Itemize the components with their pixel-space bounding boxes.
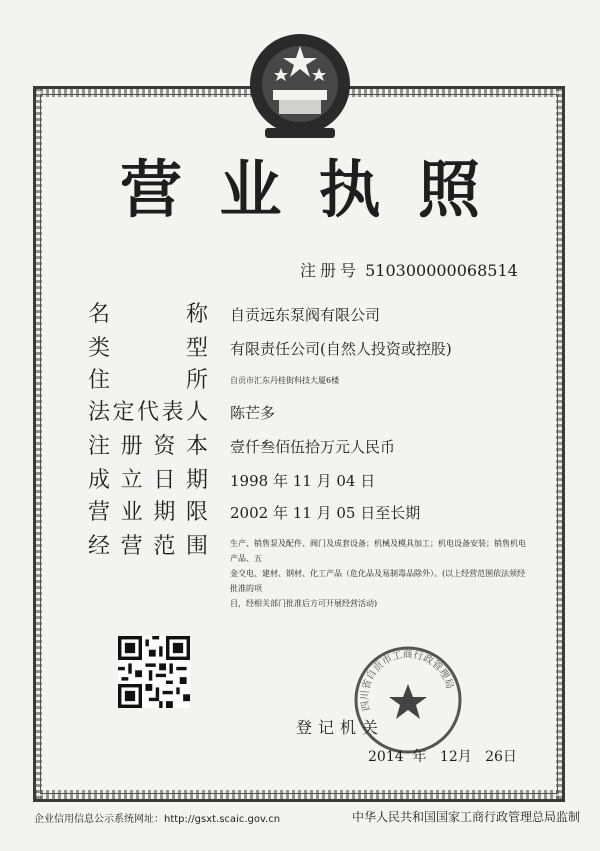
official-seal	[352, 644, 464, 756]
page-title	[120, 150, 480, 230]
field-label: 名 称	[88, 302, 208, 327]
field-label: 住 所	[88, 368, 208, 393]
seal-text: 四川省自贡市工商行政管理局	[359, 649, 456, 712]
qr-code	[118, 636, 190, 708]
scope-line: 目，经相关部门批准后方可开展经营活动)	[230, 599, 378, 608]
scope-line: 生产、销售泵及配件、阀门及成套设备；机械及模具加工；机电设备安装；销售机电产品、五	[230, 539, 526, 563]
field-label: 成 立 日 期	[88, 468, 208, 493]
legal-representative: 陈芒多	[230, 404, 276, 422]
field-label: 类 型	[88, 336, 208, 361]
field-label: 注 册 资 本	[88, 434, 208, 459]
company-name: 自贡远东泵阀有限公司	[230, 306, 381, 324]
title-char: 业	[219, 153, 282, 226]
registered-capital: 壹仟叁佰伍拾万元人民币	[230, 438, 396, 456]
registration-label: 注册号	[300, 261, 361, 280]
title-char: 照	[417, 153, 480, 226]
established-date: 1998 年 11 月 04 日	[230, 472, 376, 490]
field-label: 营 业 期 限	[88, 500, 208, 525]
company-type: 有限责任公司(自然人投资或控股)	[230, 340, 452, 358]
registration-value: 510300000068514	[365, 261, 518, 280]
registration-number	[300, 258, 518, 281]
issue-date: 2014 年 12月 26日	[368, 749, 517, 765]
scope-line: 金交电、建材、钢材、化工产品（危化品及易制毒品除外）。(以上经营范围依法须经批准的项	[230, 569, 526, 593]
footer-website: 企业信用信息公示系统网址：http://gsxt.scaic.gov.cn	[34, 814, 281, 825]
business-term: 2002 年 11 月 05 日至长期	[230, 504, 421, 522]
title-char: 营	[120, 153, 183, 226]
registration-authority: 登记机关	[296, 718, 385, 737]
business-scope	[230, 536, 530, 611]
title-char: 执	[318, 153, 381, 226]
field-label: 经 营 范 围	[88, 534, 208, 559]
company-address: 自贡市汇东丹桂街科技大厦6楼	[230, 376, 340, 385]
field-label: 法 定 代 表 人	[88, 400, 208, 425]
footer-issuer: 中华人民共和国国家工商行政管理总局监制	[352, 810, 581, 824]
national-emblem-icon	[243, 28, 357, 146]
